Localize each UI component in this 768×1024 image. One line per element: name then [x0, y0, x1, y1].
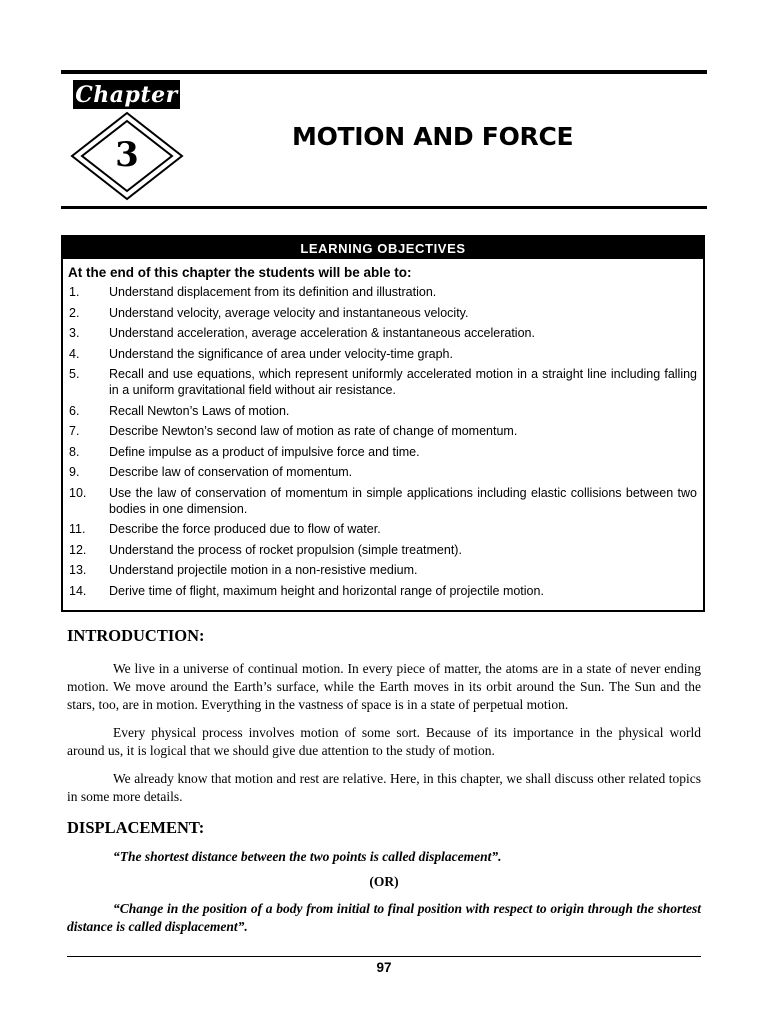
- introduction-paragraph: Every physical process involves motion of some sort. Because of its importance in the physical world around us, it is logical that we should give due attention to the study of motion.: [67, 725, 701, 758]
- objective-number: 11.: [69, 522, 86, 536]
- objective-number: 3.: [69, 326, 80, 340]
- objective-number: 4.: [69, 346, 80, 361]
- objective-text: Understand velocity, average velocity and instantaneous velocity.: [109, 305, 469, 320]
- learning-objectives-intro: At the end of this chapter the students will be able to:: [68, 265, 412, 280]
- objective-text: Recall Newton’s Laws of motion.: [109, 403, 290, 418]
- objective-number: 1.: [69, 285, 80, 299]
- learning-objectives-box: [61, 235, 705, 612]
- displacement-definition: “The shortest distance between the two points is called displacement”.: [113, 849, 502, 864]
- page-number: 97: [376, 960, 392, 975]
- objective-text: Understand projectile motion in a non-resistive medium.: [109, 563, 418, 577]
- learning-objectives-header: LEARNING OBJECTIVES: [63, 237, 703, 259]
- objective-item: [63, 485, 703, 517]
- displacement-heading: DISPLACEMENT:: [67, 818, 205, 837]
- or-separator: (OR): [369, 874, 399, 889]
- objective-item: [63, 423, 703, 439]
- introduction-paragraph: We already know that motion and rest are relative. Here, in this chapter, we shall discuss other related topics in some more details.: [67, 771, 701, 804]
- objective-text: Recall and use equations, which represent uniformly accelerated motion in a straight line including falling in a uniform gravitational field without air resistance.: [109, 367, 697, 397]
- objective-item: [63, 403, 703, 419]
- objective-item: [63, 325, 703, 341]
- objective-item: [63, 444, 703, 460]
- objective-number: 6.: [69, 403, 80, 418]
- objective-item: [63, 542, 703, 558]
- displacement-definition-alt: “Change in the position of a body from initial to final position with respect to origin through the shortest distance is called displacement”.: [67, 901, 701, 934]
- introduction-heading: INTRODUCTION:: [67, 626, 205, 645]
- objective-number: 8.: [69, 444, 80, 459]
- objective-item: [63, 305, 703, 321]
- title-bottom-rule: [61, 206, 707, 209]
- objective-text: Describe Newton’s second law of motion as rate of change of momentum.: [109, 424, 518, 438]
- objective-item: [63, 583, 703, 599]
- objective-text: Understand the process of rocket propulsion (simple treatment).: [109, 542, 462, 557]
- objective-item: [63, 464, 703, 480]
- objective-text: Describe law of conservation of momentum.: [109, 465, 353, 479]
- objective-number: 9.: [69, 465, 80, 479]
- objective-number: 10.: [69, 485, 87, 500]
- objective-item: [63, 562, 703, 578]
- footer-rule: [67, 956, 701, 957]
- objective-number: 7.: [69, 424, 80, 438]
- chapter-label: Chapter: [73, 80, 180, 109]
- objective-text: Understand acceleration, average acceleration & instantaneous acceleration.: [109, 326, 535, 340]
- objective-item: [63, 346, 703, 362]
- objective-number: 2.: [69, 305, 80, 320]
- objective-text: Understand displacement from its definition and illustration.: [109, 285, 437, 299]
- objective-text: Describe the force produced due to flow of water.: [109, 522, 381, 536]
- objective-text: Define impulse as a product of impulsive force and time.: [109, 444, 420, 459]
- objective-item: [63, 366, 703, 398]
- objective-number: 5.: [69, 367, 80, 381]
- chapter-title: MOTION AND FORCE: [292, 122, 574, 151]
- objective-number: 12.: [69, 542, 87, 557]
- objective-text: Derive time of flight, maximum height and horizontal range of projectile motion.: [109, 583, 544, 598]
- objective-number: 14.: [69, 583, 87, 598]
- introduction-paragraph: We live in a universe of continual motion. In every piece of matter, the atoms are in a state of never ending motion. We move around the Earth’s surface, while the Earth moves in its orbit around the Sun. The Sun and the stars, too, are in motion. Everything in the vastness of space is in a state of perpetual motion.: [67, 661, 701, 712]
- top-rule: [61, 70, 707, 74]
- learning-objectives-list: [63, 284, 703, 599]
- objective-item: [63, 284, 703, 300]
- objective-text: Understand the significance of area under velocity-time graph.: [109, 346, 453, 361]
- objective-number: 13.: [69, 563, 87, 577]
- chapter-number: 3: [115, 135, 139, 175]
- body-content: [67, 626, 701, 936]
- objective-item: [63, 521, 703, 537]
- objective-text: Use the law of conservation of momentum in simple applications including elastic collisions between two bodies in one dimension.: [109, 485, 697, 516]
